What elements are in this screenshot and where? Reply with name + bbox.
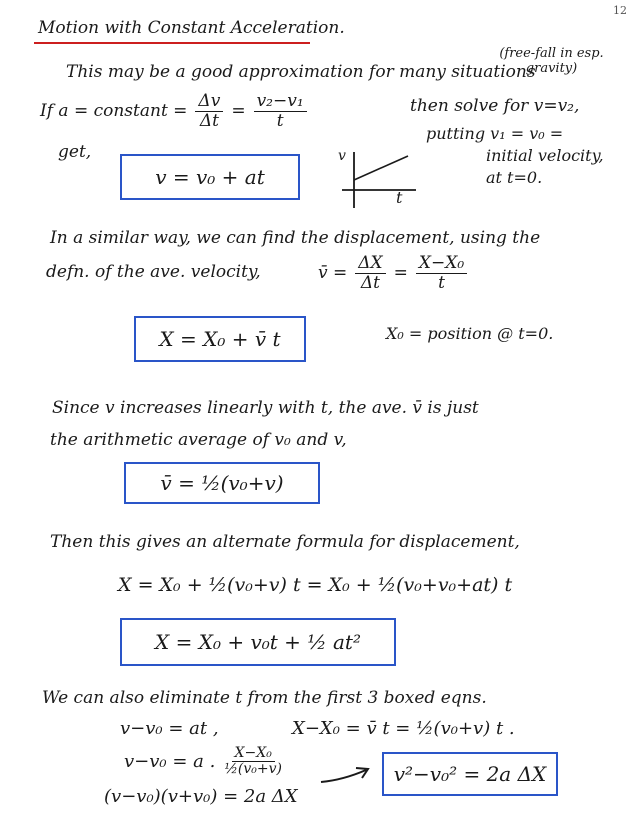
alternate-formula-line: Then this gives an alternate formula for displacement, bbox=[50, 532, 520, 552]
fraction-denominator: t bbox=[438, 272, 445, 293]
graph-t-label: t bbox=[396, 188, 403, 207]
similar-way-line: In a similar way, we can find the displacement, using the bbox=[50, 228, 541, 248]
fraction-numerator: X−X₀ bbox=[416, 254, 467, 274]
delta-x-over-delta-t bbox=[355, 254, 385, 292]
velocity-equation: v = v₀ + at bbox=[155, 165, 265, 189]
x-minus-x0-over-half-sum bbox=[221, 746, 285, 778]
delta-v-over-delta-t bbox=[195, 92, 223, 130]
equals-sign: = bbox=[393, 263, 408, 284]
v-minus-v0-equals-at: v−v₀ = at , bbox=[120, 718, 219, 739]
substitution-line: X = X₀ + ½(v₀+v) t = X₀ + ½(v₀+v₀+at) t bbox=[118, 574, 513, 596]
x-minus-x0-over-t bbox=[416, 254, 467, 292]
v-bar-equals: v̄ = bbox=[318, 263, 348, 284]
graph-v-label: v bbox=[338, 148, 346, 164]
displacement-equation: X = X₀ + v̄ t bbox=[159, 327, 281, 351]
eliminate-t-line: We can also eliminate t from the first 3 boxed eqns. bbox=[42, 688, 487, 708]
velocity-time-graph bbox=[336, 150, 426, 210]
fraction-denominator: t bbox=[276, 110, 284, 131]
page-number: 12 bbox=[613, 4, 627, 17]
equation-box-displacement bbox=[134, 316, 306, 362]
x-minus-x0-equation: X−X₀ = v̄ t = ½(v₀+v) t . bbox=[292, 718, 515, 739]
free-fall-note: (free-fall in esp. gravity) bbox=[499, 46, 604, 76]
putting-text: putting v₁ = v₀ = bbox=[426, 124, 564, 143]
fraction-numerator: Δv bbox=[195, 92, 223, 112]
kinematic-equation: X = X₀ + v₀t + ½ at² bbox=[155, 630, 361, 654]
fraction-denominator: ½(v₀+v) bbox=[224, 761, 282, 778]
v-minus-v0-substitution bbox=[124, 746, 285, 778]
fraction-numerator: X−X₀ bbox=[232, 746, 275, 762]
equation-box-velocity-squared bbox=[382, 752, 558, 796]
average-velocity-equation: v̄ = ½(v₀+v) bbox=[160, 471, 284, 495]
since-v-increases-line: Since v increases linearly with t, the ave. v̄ is just bbox=[52, 398, 479, 418]
get-text: get, bbox=[58, 142, 92, 162]
velocity-squared-equation: v²−v₀² = 2a ΔX bbox=[393, 762, 547, 786]
equation-box-velocity bbox=[120, 154, 300, 200]
equals-sign: = bbox=[231, 101, 246, 122]
fraction-numerator: ΔX bbox=[355, 254, 385, 274]
equation-box-kinematic bbox=[120, 618, 396, 666]
average-velocity-definition bbox=[318, 254, 467, 292]
arithmetic-average-line: the arithmetic average of v₀ and v, bbox=[50, 430, 347, 450]
v-minus-v0-equals-a: v−v₀ = a . bbox=[124, 751, 216, 773]
x0-position-note: X₀ = position @ t=0. bbox=[386, 324, 554, 343]
initial-velocity-text: initial velocity, bbox=[486, 146, 604, 165]
page-title: Motion with Constant Acceleration. bbox=[38, 18, 345, 38]
equation-box-average-velocity bbox=[124, 462, 320, 504]
arrow-icon bbox=[318, 762, 374, 788]
fraction-denominator: Δt bbox=[199, 110, 219, 131]
at-t-zero-text: at t=0. bbox=[486, 168, 543, 187]
then-solve-text: then solve for v=v₂, bbox=[410, 96, 580, 116]
product-equation: (v−v₀)(v+v₀) = 2a ΔX bbox=[104, 786, 298, 807]
intro-line: This may be a good approximation for many situations bbox=[66, 62, 536, 82]
fraction-numerator: v₂−v₁ bbox=[254, 92, 307, 112]
if-a-constant: If a = constant = bbox=[40, 101, 188, 122]
title-underline bbox=[34, 42, 310, 44]
acceleration-definition bbox=[40, 92, 307, 130]
v2-minus-v1-over-t bbox=[254, 92, 307, 130]
defn-ave-velocity: defn. of the ave. velocity, bbox=[46, 262, 261, 282]
fraction-denominator: Δt bbox=[360, 272, 381, 293]
